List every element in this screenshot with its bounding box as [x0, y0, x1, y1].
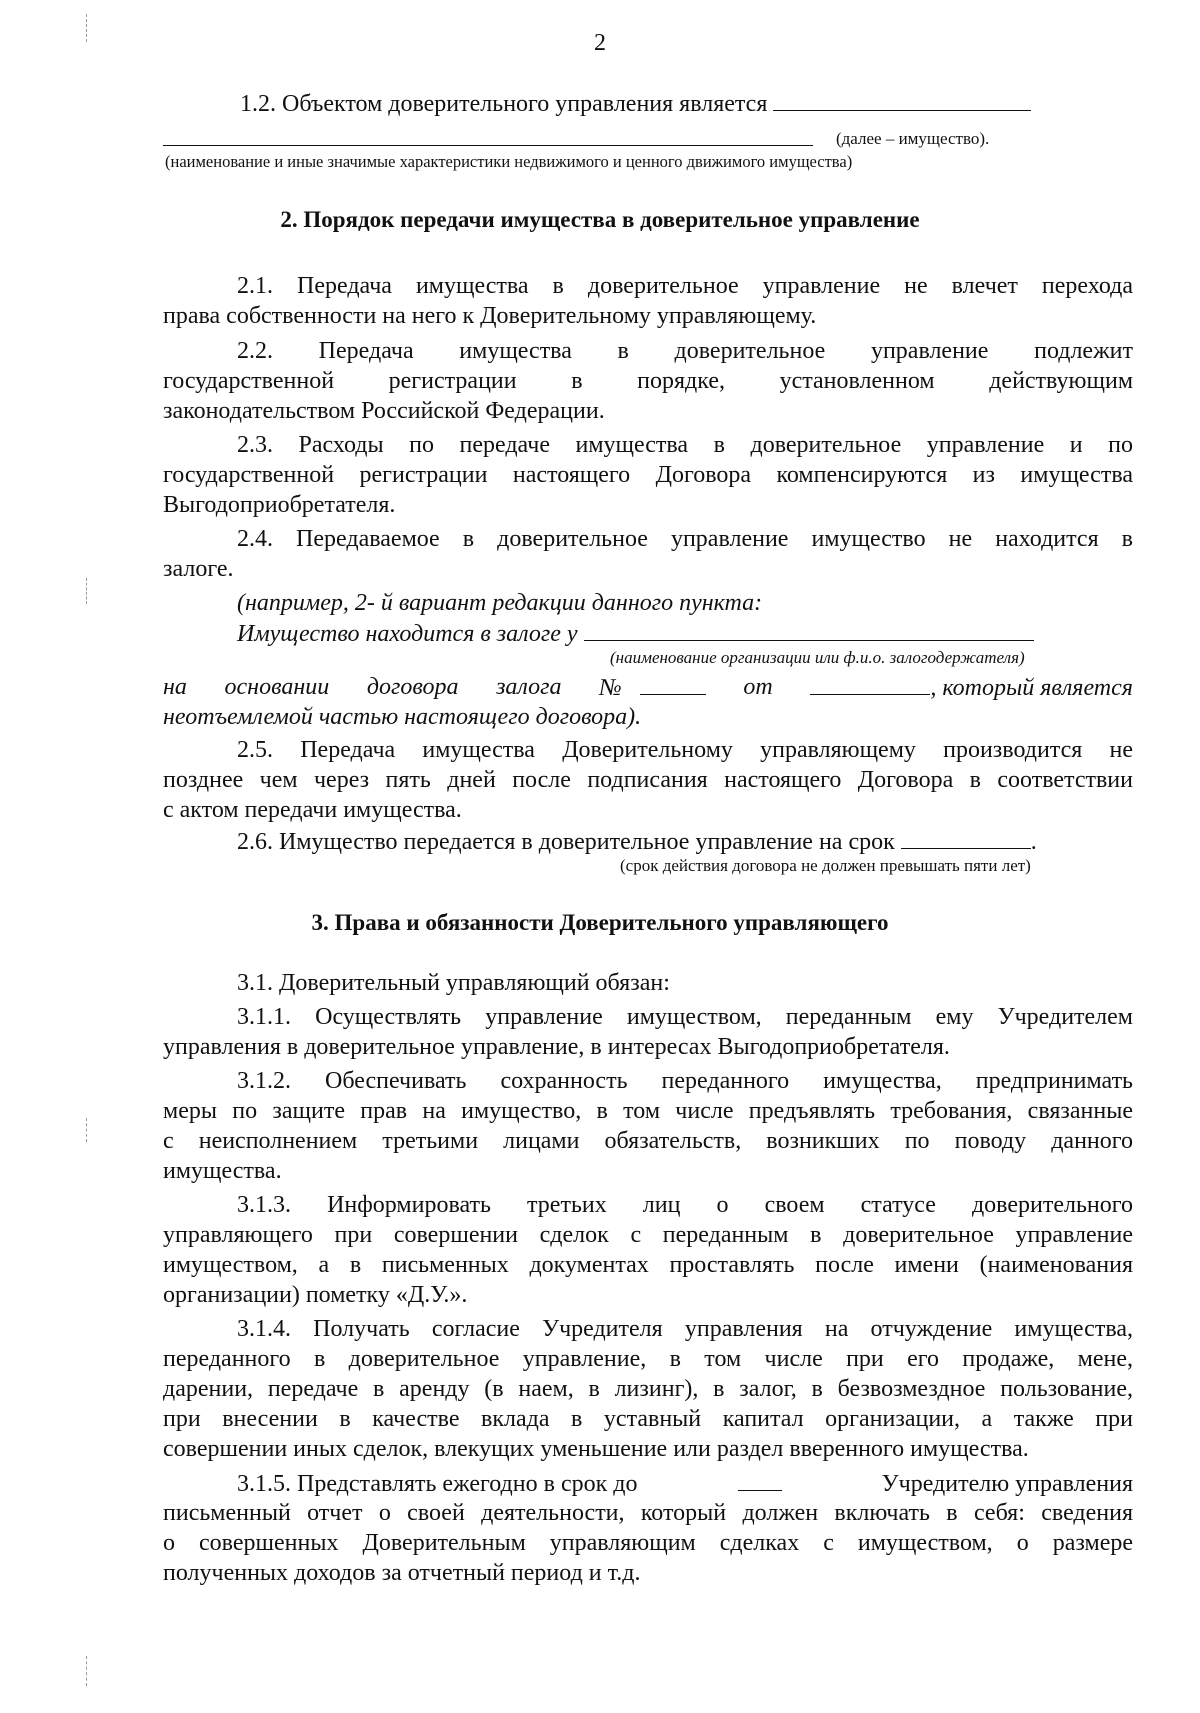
paragraph-line: законодательством Российской Федерации. [163, 398, 605, 424]
clause-1-2-caption: (наименование и иные значимые характеристики недвижимого и ценного движимого имущества) [165, 152, 853, 171]
paragraph-line: с неисполнением третьими лицами обязательств, возникших по поводу данного [163, 1128, 1133, 1154]
paragraph-line: 2.2. Передача имущества в доверительное управление подлежит [237, 338, 1133, 364]
pledgee-blank [584, 618, 1034, 641]
paragraph-line: залоге. [163, 556, 234, 582]
scan-margin-mark [86, 578, 89, 604]
scan-margin-mark [86, 1118, 89, 1142]
basis-word: на [163, 674, 187, 700]
paragraph-line: управления в доверительное управление, в интересах Выгодоприобретателя. [163, 1034, 950, 1060]
paragraph-line: при внесении в качестве вклада в уставный капитал организации, а также при [163, 1406, 1133, 1432]
basis-word: № [599, 675, 622, 701]
paragraph-line: с актом передачи имущества. [163, 797, 462, 823]
paragraph-line: полученных доходов за отчетный период и т.д. [163, 1560, 641, 1586]
paragraph-line: 3.1. Доверительный управляющий обязан: [237, 970, 670, 996]
paragraph-line: переданного в доверительное управление, в том числе при его продаже, мене, [163, 1346, 1133, 1372]
property-name-blank [163, 123, 813, 146]
paragraph-line: позднее чем через пять дней после подписания настоящего Договора в соответствии [163, 767, 1133, 793]
paragraph-line: дарении, передаче в аренду (в наем, в лизинг), в залог, в безвозмездное пользование, [163, 1376, 1133, 1402]
paragraph-line: 2.3. Расходы по передаче имущества в доверительное управление и по [237, 432, 1133, 458]
variant-pledge-text: Имущество находится в залоге у [237, 621, 578, 647]
paragraph-line: 3.1.3. Информировать третьих лиц о своем статусе доверительного [237, 1192, 1133, 1218]
clause-1-2-text: 1.2. Объектом доверительного управления является [240, 91, 768, 117]
variant-caption: (наименование организации или ф.и.о. залогодержателя) [610, 648, 1025, 667]
paragraph-line: государственной регистрации в порядке, установленном действующим [163, 368, 1133, 394]
basis-word: , который является [930, 675, 1133, 701]
clause-2-6-line: 2.6. Имущество передается в доверительное управление на срок . [237, 826, 1133, 857]
variant-end: неотъемлемой частью настоящего договора). [163, 704, 642, 730]
paragraph-line: права собственности на него к Доверительному управляющему. [163, 303, 817, 329]
paragraph-line: меры по защите прав на имущество, в том числе предъявлять требования, связанные [163, 1098, 1133, 1124]
report-deadline-blank [738, 1468, 782, 1491]
contract-date-blank [810, 672, 930, 695]
clause-3-1-5-line [237, 1468, 1133, 1499]
clause-1-2-blank [773, 88, 1031, 111]
term-blank [901, 826, 1031, 849]
paragraph-line: управляющего при совершении сделок с переданным в доверительное управление [163, 1222, 1133, 1248]
paragraph-line: 3.1.1. Осуществлять управление имуществом, переданным ему Учредителем [237, 1004, 1133, 1030]
paragraph-line: 2.5. Передача имущества Доверительному управляющему производится не [237, 737, 1133, 763]
variant-basis-line [163, 672, 1133, 703]
basis-word: основании [224, 674, 330, 700]
page-number: 2 [594, 30, 606, 56]
clause-1-2-line [240, 88, 1100, 119]
clause-3-1-5-text: 3.1.5. Представлять ежегодно в срок до [237, 1471, 638, 1497]
scan-margin-mark [86, 1656, 89, 1686]
variant-intro: (например, 2- й вариант редакции данного пункта: [237, 590, 763, 616]
paragraph-line: о совершенных Доверительным управляющим сделках с имуществом, о размере [163, 1530, 1133, 1556]
paragraph-line: совершении иных сделок, влекущих уменьшение или раздел вверенного имущества. [163, 1436, 1029, 1462]
paragraph-line: 3.1.4. Получать согласие Учредителя управления на отчуждение имущества, [237, 1316, 1133, 1342]
clause-1-2-after: (далее – имущество). [836, 129, 990, 148]
clause-3-1-5-tail: Учредителю управления [881, 1471, 1133, 1497]
paragraph-line: организации) пометку «Д.У.». [163, 1282, 468, 1308]
paragraph-line: имущества. [163, 1158, 282, 1184]
paragraph-line: имуществом, а в письменных документах проставлять после имени (наименования [163, 1252, 1133, 1278]
paragraph-line: государственной регистрации настоящего Договора компенсируются из имущества [163, 462, 1133, 488]
clause-2-6-text: 2.6. Имущество передается в доверительное управление на срок [237, 829, 895, 855]
section-2-heading: 2. Порядок передачи имущества в доверительное управление [280, 207, 920, 232]
paragraph-line: Выгодоприобретателя. [163, 492, 396, 518]
basis-word: договора [366, 674, 459, 700]
variant-pledge-line [237, 618, 1133, 649]
paragraph-line: письменный отчет о своей деятельности, который должен включать в себя: сведения [163, 1500, 1133, 1526]
clause-2-6-caption: (срок действия договора не должен превышать пяти лет) [620, 856, 1031, 875]
basis-word: залога [496, 674, 562, 700]
paragraph-line: 3.1.2. Обеспечивать сохранность переданного имущества, предпринимать [237, 1068, 1133, 1094]
paragraph-line: 2.4. Передаваемое в доверительное управление имущество не находится в [237, 526, 1133, 552]
contract-number-blank [640, 672, 706, 695]
basis-word: от [743, 674, 773, 700]
paragraph-line: 2.1. Передача имущества в доверительное управление не влечет перехода [237, 273, 1133, 299]
section-3-heading: 3. Права и обязанности Доверительного управляющего [311, 910, 889, 935]
